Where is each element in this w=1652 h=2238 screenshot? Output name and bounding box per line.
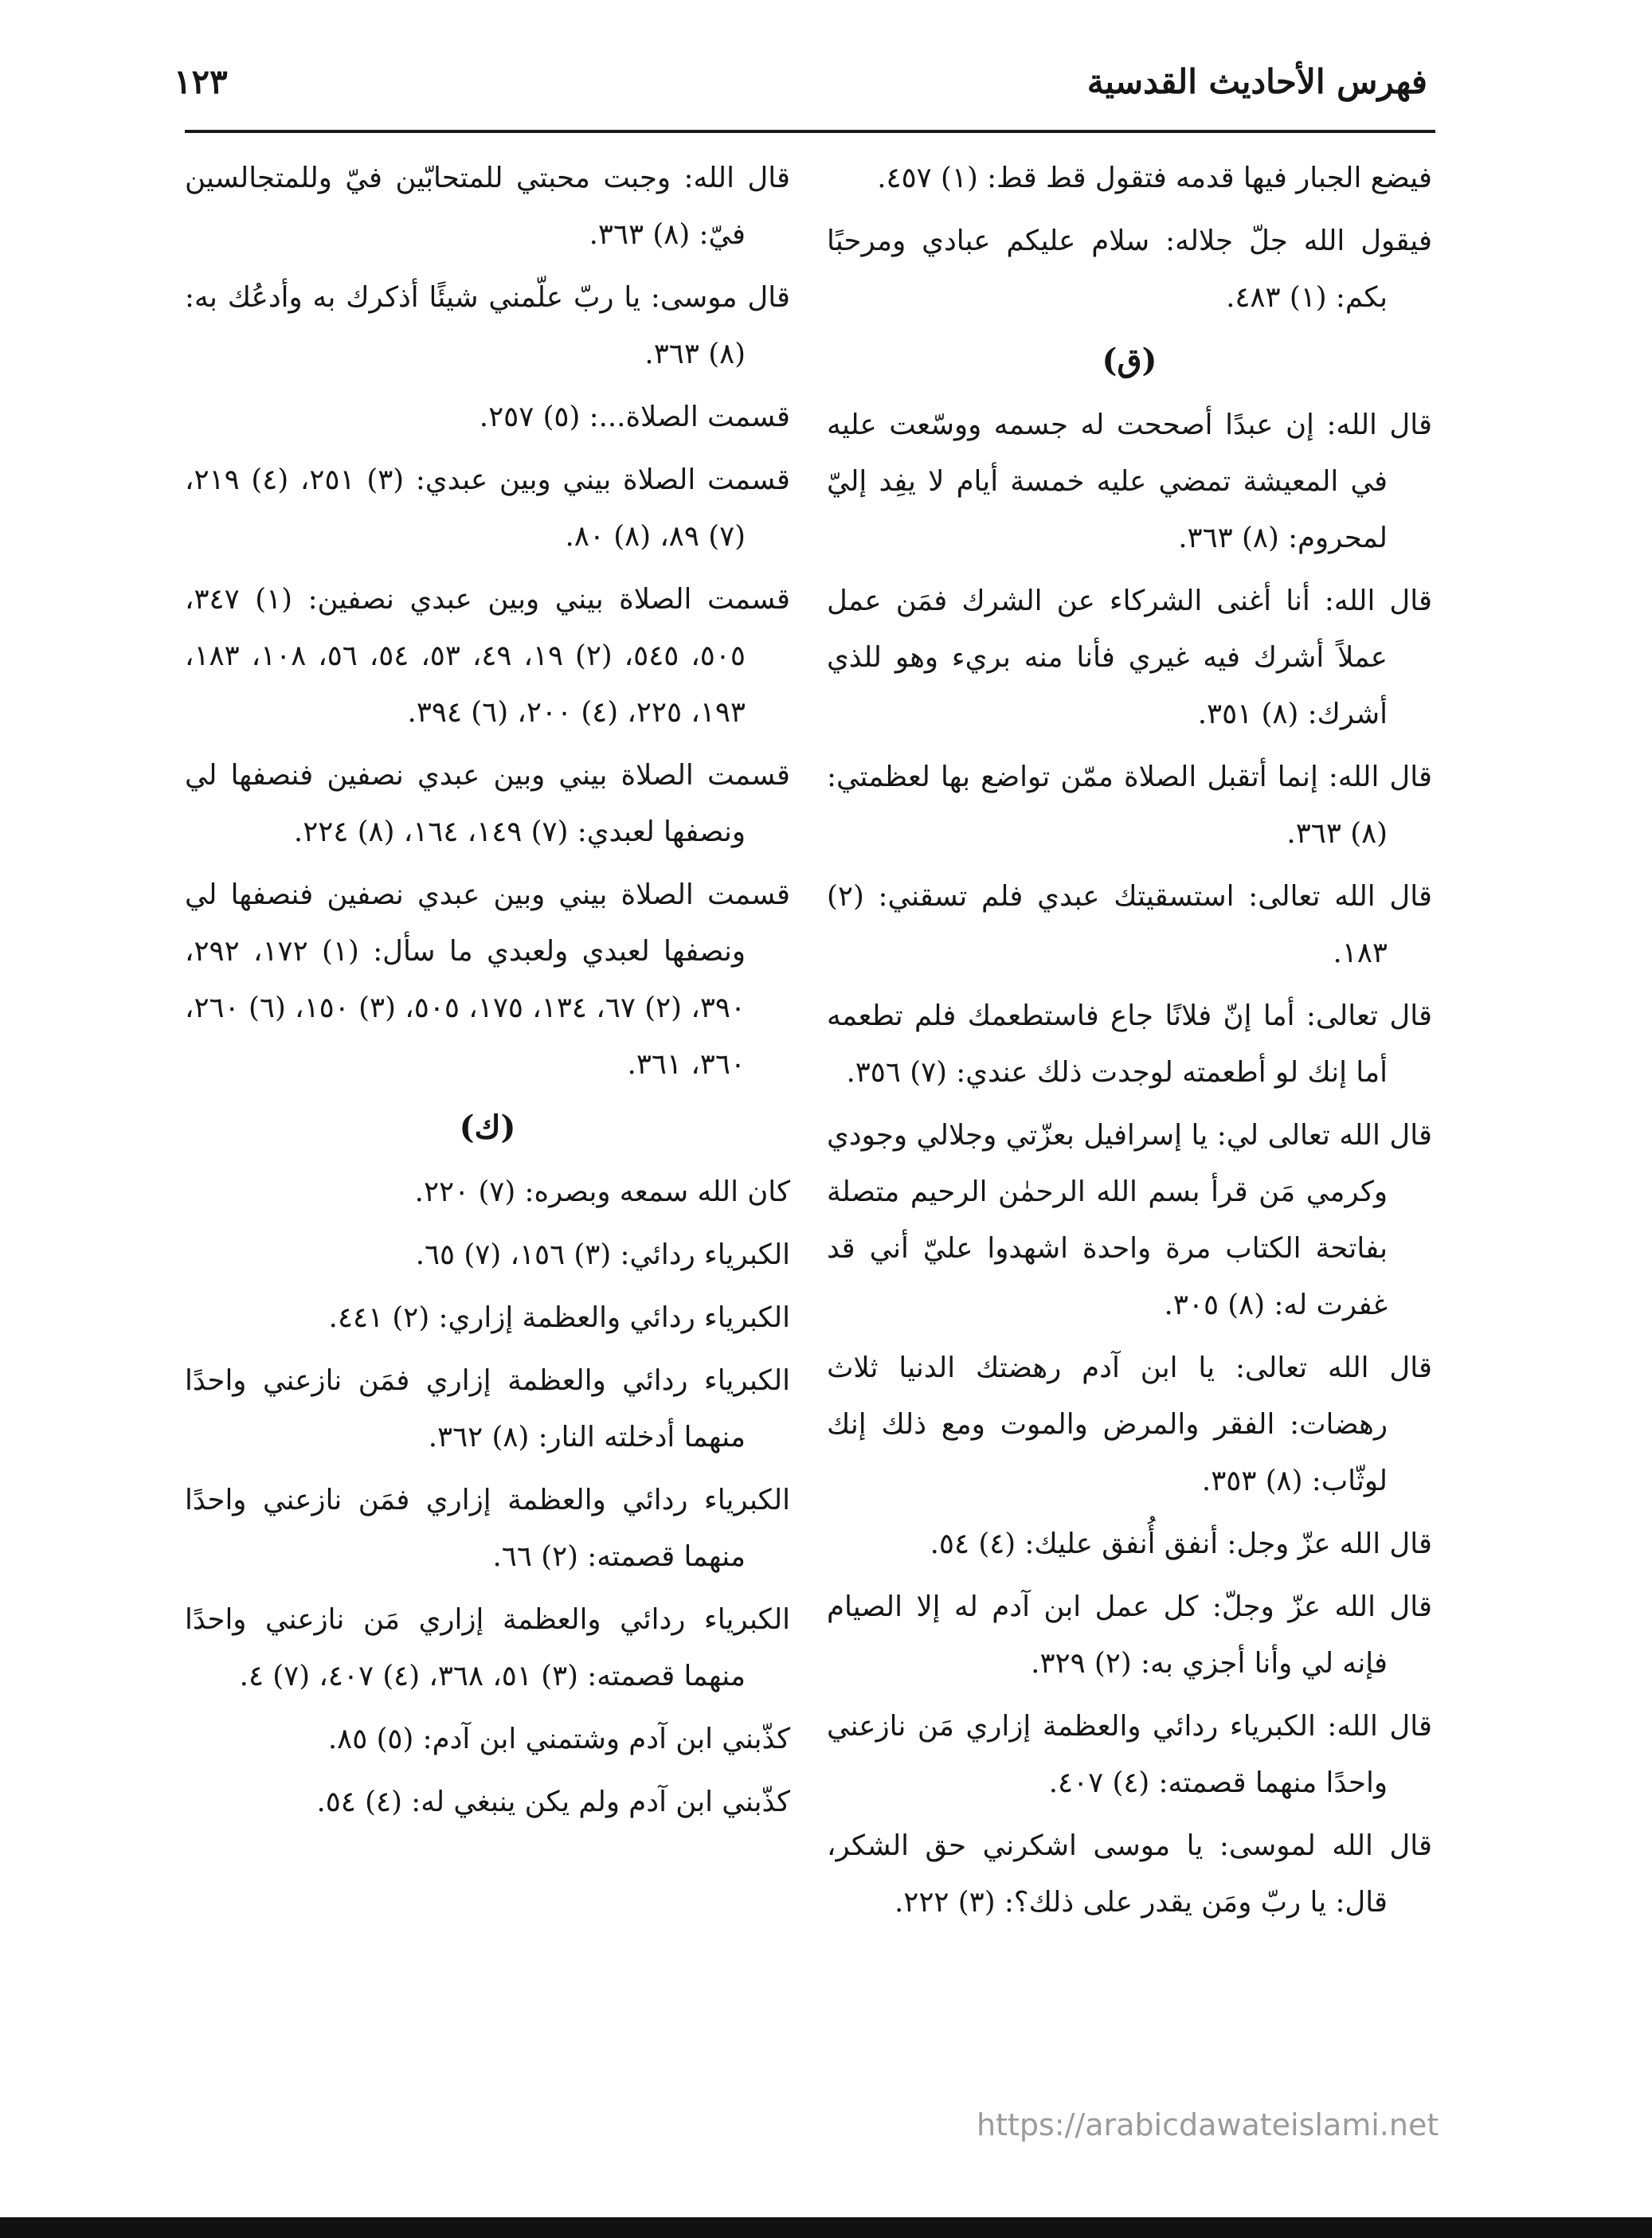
index-entry: قال تعالى: أما إنّ فلانًا جاع فاستطعمك فلم تطعمه أما إنك لو أطعمته لوجدت ذلك عندي: (٧) ٣٥٦.: [827, 1000, 1432, 1089]
index-entry: قال الله لموسى: يا موسى اشكرني حق الشكر، قال: يا ربّ ومَن يقدر على ذلك؟: (٣) ٢٢٢.: [827, 1829, 1432, 1919]
index-entry: الكبرياء ردائي والعظمة إزاري فمَن نازعني واحدًا منهما أدخلته النار: (٨) ٣٦٢.: [185, 1364, 790, 1454]
right-column: [827, 150, 1432, 1937]
index-entry: قسمت الصلاة بيني وبين عبدي نصفين: (١) ٣٤٧، ٥٠٥، ٥٤٥، (٢) ١٩، ٤٩، ٥٣، ٥٤، ٥٦، ١٠٨، ١٨٣، ١٩٣، ٢٢٥، (٤) ٢٠٠، (٦) ٣٩٤.: [185, 583, 790, 729]
index-entry: الكبرياء ردائي: (٣) ١٥٦، (٧) ٦٥.: [415, 1238, 790, 1271]
index-entry: الكبرياء ردائي والعظمة إزاري فمَن نازعني واحدًا منهما قصمته: (٢) ٦٦.: [185, 1484, 790, 1573]
index-entry: كذّبني ابن آدم وشتمني ابن آدم: (٥) ٨٥.: [327, 1723, 790, 1755]
index-entry: قال الله تعالى لي: يا إسرافيل بعزّتي وجلالي وجودي وكرمي مَن قرأ بسم الله الرحمٰن الرحيم متصلة بفاتحة الكتاب مرة واحدة اشهدوا عليّ أني قد غفرت له: (٨) ٣٠٥.: [827, 1119, 1432, 1321]
index-entry: الكبرياء ردائي والعظمة إزاري: (٢) ٤٤١.: [328, 1301, 790, 1334]
index-entry: فيقول الله جلّ جلاله: سلام عليكم عبادي ومرحبًا بكم: (١) ٤٨٣.: [827, 225, 1432, 314]
section-letter-qaf: (ق): [1102, 342, 1157, 379]
section-letter-kaf: (ك): [459, 1109, 516, 1146]
index-entry: قسمت الصلاة بيني وبين عبدي نصفين فنصفها لي ونصفها لعبدي: (٧) ١٤٩، ١٦٤، (٨) ٢٢٤.: [185, 759, 790, 848]
index-entry: الكبرياء ردائي والعظمة إزاري مَن نازعني واحدًا منهما قصمته: (٣) ٥١، ٣٦٨، (٤) ٤٠٧، (٧) ٤.: [185, 1603, 790, 1692]
index-entry: قال الله: وجبت محبتي للمتحابّين فيّ وللمتجالسين فيّ: (٨) ٣٦٣.: [185, 162, 790, 251]
index-entry: قال الله: إنما أتقبل الصلاة ممّن تواضع بها لعظمتي: (٨) ٣٦٣.: [827, 761, 1432, 850]
running-title: فهرس الأحاديث القدسية: [1086, 62, 1427, 101]
index-entry: قال الله: الكبرياء ردائي والعظمة إزاري مَن نازعني واحدًا منهما قصمته: (٤) ٤٠٧.: [827, 1710, 1432, 1799]
index-entry: قسمت الصلاة بيني وبين عبدي نصفين فنصفها لي ونصفها لعبدي ولعبدي ما سأل: (١) ١٧٢، ٢٩٢، ٣٩٠، (٢) ٦٧، ١٣٤، ١٧٥، ٥٠٥، (٣) ١٥٠، (٦) ٢٦٠، ٣٦٠، ٣٦١.: [185, 878, 790, 1081]
index-entry: فيضع الجبار فيها قدمه فتقول قط قط: (١) ٤٥٧.: [877, 162, 1432, 194]
header-rule: [185, 130, 1435, 133]
index-entry: كان الله سمعه وبصره: (٧) ٢٢٠.: [414, 1176, 790, 1208]
index-entry: قسمت الصلاة بيني وبين عبدي: (٣) ٢٥١، (٤) ٢١٩، (٧) ٨٩، (٨) ٨٠.: [185, 464, 790, 553]
index-entry: قال الله عزّ وجلّ: كل عمل ابن آدم له إلا الصيام فإنه لي وأنا أجزي به: (٢) ٣٢٩.: [827, 1590, 1432, 1680]
index-entry: قال الله: إن عبدًا أصححت له جسمه ووسّعت عليه في المعيشة تمضي عليه خمسة أيام لا يفِد إليّ لمحروم: (٨) ٣٦٣.: [827, 409, 1432, 554]
index-entry: قال الله تعالى: استسقيتك عبدي فلم تسقني: (٢) ١٨٣.: [827, 880, 1432, 969]
index-entry: قسمت الصلاة...: (٥) ٢٥٧.: [479, 401, 790, 433]
index-entry: قال الله: أنا أغنى الشركاء عن الشرك فمَن عمل عملاً أشرك فيه غيري فأنا منه بريء وهو للذي أشرك: (٨) ٣٥١.: [827, 585, 1432, 730]
left-column: [185, 150, 790, 1837]
index-entry: قال الله تعالى: يا ابن آدم رهضتك الدنيا ثلاث رهضات: الفقر والمرض والموت ومع ذلك إنك لوثّاب: (٨) ٣٥٣.: [827, 1352, 1432, 1497]
index-entry: كذّبني ابن آدم ولم يكن ينبغي له: (٤) ٥٤.: [316, 1786, 790, 1818]
scan-bottom-band: [0, 2217, 1652, 2238]
page-number: ١٢٣: [174, 62, 228, 101]
index-entry: قال موسى: يا ربّ علّمني شيئًا أذكرك به وأدعُك به: (٨) ٣٦٣.: [185, 281, 790, 370]
source-watermark: https://arabicdawateislami.net: [977, 2107, 1439, 2142]
index-entry: قال الله عزّ وجل: أنفق أُنفق عليك: (٤) ٥٤.: [930, 1528, 1432, 1560]
